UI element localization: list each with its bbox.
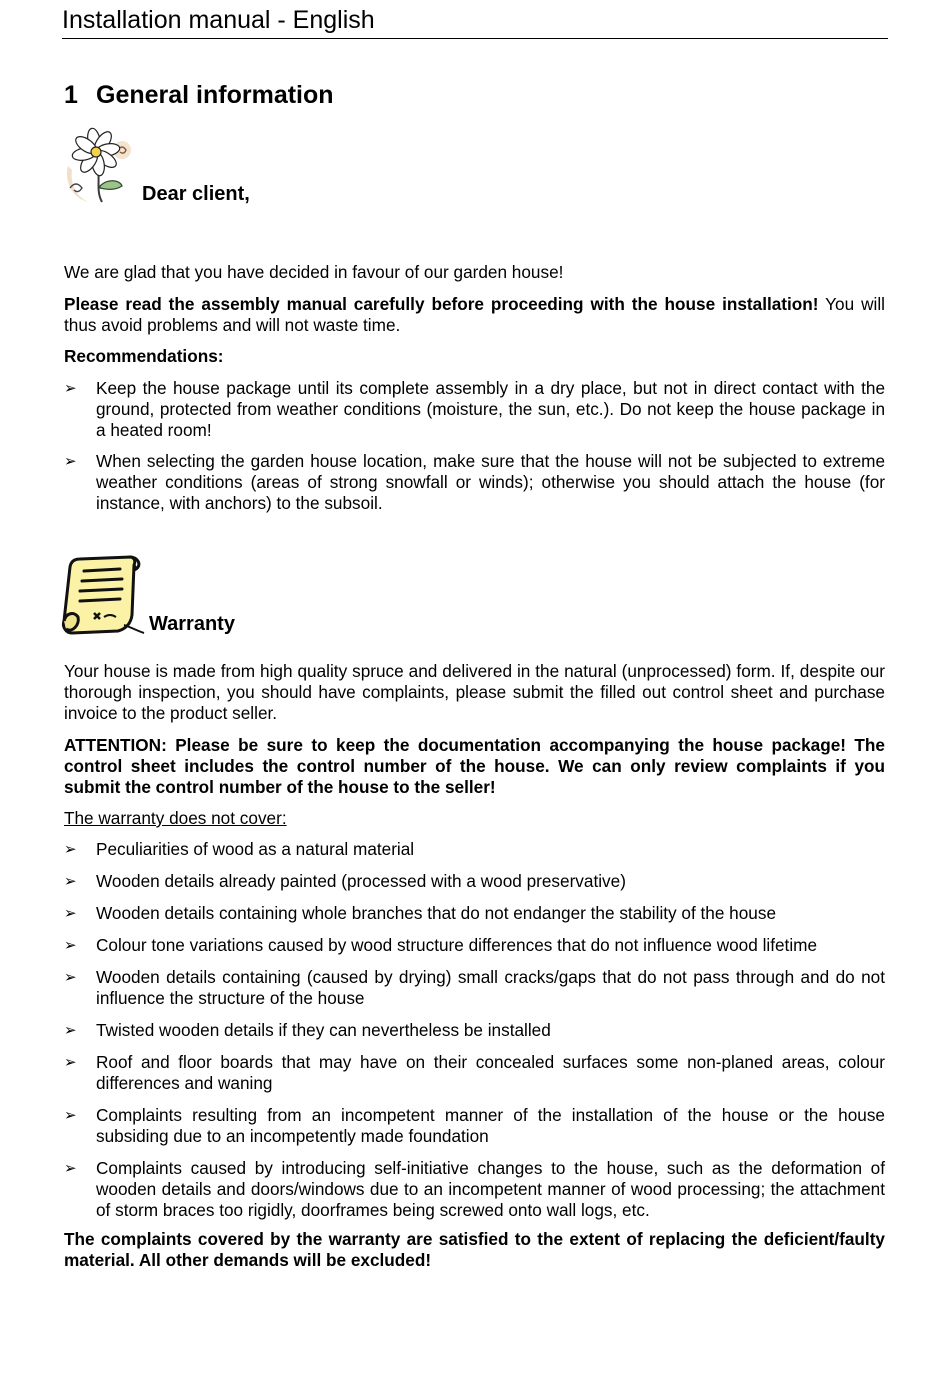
exclusion-text: Complaints caused by introducing self-initiative changes to the house, such as the deformation of wooden details and doors/windows due to an incompetent manner of wood processing; the attachment of storm braces too rigidly, doorframes being screwed onto wall logs, etc.: [96, 1158, 885, 1220]
exclusion-text: Twisted wooden details if they can nevertheless be installed: [96, 1020, 551, 1040]
list-item: [64, 839, 885, 860]
exclusion-text: Roof and floor boards that may have on their concealed surfaces some non-planed areas, colour differences and waning: [96, 1052, 885, 1093]
scroll-clipart-icon: [60, 555, 146, 637]
list-item: [64, 871, 885, 892]
list-item: [64, 1105, 885, 1147]
arrowhead-bullet-icon: ➢: [64, 1107, 77, 1124]
intro-paragraph: We are glad that you have decided in favour of our garden house!: [64, 262, 564, 282]
arrowhead-bullet-icon: ➢: [64, 380, 77, 397]
list-item: [64, 967, 885, 1009]
daisy-clipart-icon: [62, 126, 138, 206]
list-item: [64, 935, 885, 956]
read-notice-rest: You will thus avoid problems and will not waste time.: [64, 294, 885, 335]
exclusion-text: Wooden details containing whole branches that do not endanger the stability of the house: [96, 903, 777, 923]
exclusion-text: Wooden details already painted (processed with a wood preservative): [96, 871, 626, 891]
exclusion-text: Wooden details containing (caused by drying) small cracks/gaps that do not pass through and do not influence the structure of the house: [96, 967, 885, 1008]
section-number: 1: [64, 81, 78, 109]
exclusion-text: Complaints resulting from an incompetent manner of the installation of the house or the house subsiding due to an incompetently made foundation: [96, 1105, 885, 1146]
list-item: [64, 378, 885, 441]
recommendation-text: When selecting the garden house location, make sure that the house will not be subjected to extreme weather conditions (areas of strong snowfall or winds); otherwise you should attach the house (for instance, with anchors) to the subsoil.: [96, 451, 885, 513]
arrowhead-bullet-icon: ➢: [64, 873, 77, 890]
greeting: Dear client,: [142, 183, 250, 205]
warranty-title: Warranty: [149, 613, 235, 635]
exclusion-text: Colour tone variations caused by wood structure differences that do not influence wood lifetime: [96, 935, 818, 955]
read-notice-paragraph: [64, 294, 885, 336]
recommendations-heading: Recommendations:: [64, 346, 224, 366]
list-item: [64, 1020, 885, 1041]
warranty-intro: Your house is made from high quality spruce and delivered in the natural (unprocessed) form. If, despite our thorough inspection, you should have complaints, please submit the filled out control sheet and purchase invoice to the product seller.: [64, 661, 885, 723]
warranty-attention: ATTENTION: Please be sure to keep the documentation accompanying the house package! The control sheet includes the control number of the house. We can only review complaints if you submit the control number of the house to the seller!: [64, 735, 885, 797]
page-header-title: Installation manual - English: [62, 6, 375, 34]
recommendations-list: [64, 378, 885, 514]
arrowhead-bullet-icon: ➢: [64, 937, 77, 954]
recommendation-text: Keep the house package until its complete assembly in a dry place, but not in direct contact with the ground, protected from weather conditions (moisture, the sun, etc.). Do not keep the house package in a heated room!: [96, 378, 885, 440]
list-item: [64, 903, 885, 924]
arrowhead-bullet-icon: ➢: [64, 969, 77, 986]
section-title: [64, 78, 334, 112]
page-header: [62, 4, 888, 39]
arrowhead-bullet-icon: ➢: [64, 1160, 77, 1177]
read-notice-bold: Please read the assembly manual carefully before proceeding with the house installation!: [64, 294, 819, 314]
arrowhead-bullet-icon: ➢: [64, 1022, 77, 1039]
warranty-not-cover-heading: The warranty does not cover:: [64, 808, 287, 828]
arrowhead-bullet-icon: ➢: [64, 1054, 77, 1071]
arrowhead-bullet-icon: ➢: [64, 453, 77, 470]
warranty-exclusions-list: [64, 839, 885, 1221]
warranty-closing: The complaints covered by the warranty are satisfied to the extent of replacing the deficient/faulty material. All other demands will be excluded!: [64, 1229, 885, 1270]
list-item: [64, 1158, 885, 1221]
arrowhead-bullet-icon: ➢: [64, 841, 77, 858]
list-item: [64, 451, 885, 514]
list-item: [64, 1052, 885, 1094]
section-title-text: General information: [96, 81, 334, 109]
arrowhead-bullet-icon: ➢: [64, 905, 77, 922]
exclusion-text: Peculiarities of wood as a natural material: [96, 839, 415, 859]
